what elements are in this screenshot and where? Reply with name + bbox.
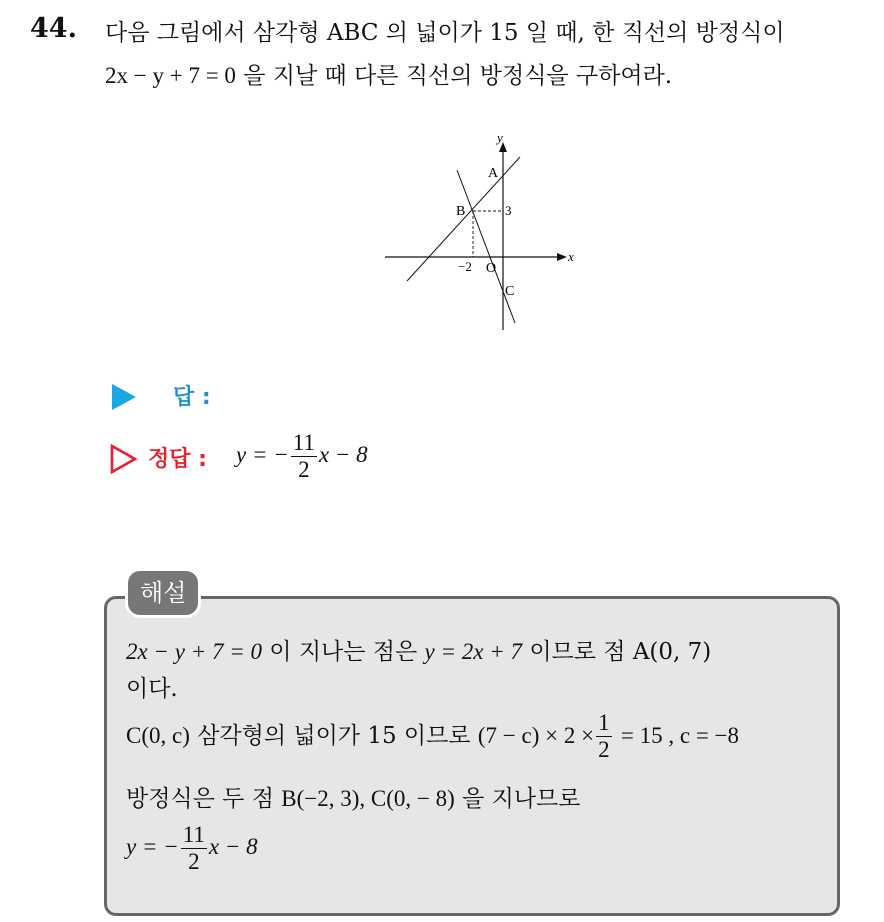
solution-line5-fraction [181,822,207,876]
graph-svg [380,130,580,335]
point-b-label: B [456,204,466,219]
solution-line4 [126,780,580,813]
solution-line3-fraction [596,710,612,764]
point-c-label: C [505,284,515,299]
play-icon [112,384,136,410]
solution-line5-frac-den: 2 [188,849,200,875]
given-line-equation: 2x − y + 7 = 0 [105,63,236,88]
question-text-line2-rest: 을 지날 때 다른 직선의 방정식을 구하여라. [243,63,673,89]
y-axis-label: y [497,130,503,145]
solution-line3-result: = 15 , c = −8 [620,722,740,748]
solution-line3-text: 삼각형의 넓이가 15 이므로 [197,722,471,749]
question-text-line2 [105,57,672,90]
correct-answer-row [108,430,508,494]
solution-line4-points: B(−2, 3), C(0, − 8) [281,786,455,811]
solution-line3-frac-den: 2 [598,737,610,763]
solution-line3-frac-num: 1 [596,710,612,737]
correct-eq-fraction [291,430,317,484]
correct-eq-frac-den: 2 [298,457,310,483]
correct-eq-prefix: y = − [236,442,289,468]
solution-line1-eq2: y = 2x + 7 [424,639,523,664]
coordinate-figure [380,130,580,335]
solution-line4-text2: 을 지나므로 [462,786,581,812]
question-number: 44. [30,13,77,44]
outline-play-icon [110,444,138,474]
correct-eq-frac-num: 11 [291,430,317,457]
solution-line4-text: 방정식은 두 점 [126,786,274,812]
solution-line1-text: 이 지나는 점은 [269,639,418,665]
solution-line1-point: 이므로 점 A(0, 7) [529,639,712,665]
correct-answer-label: 정답 : [148,447,207,472]
solution-line2: 이다. [126,676,178,702]
question-text-line1: 다음 그림에서 삼각형 ABC 의 넓이가 15 일 때, 한 직선의 방정식이 [105,20,785,46]
solution-line5 [126,822,258,876]
tick-label-neg2: −2 [458,259,472,274]
x-axis-label: x [568,249,574,264]
solution-line3 [126,710,739,764]
solution-line3-point-c: C(0, c) [126,722,190,748]
solution-line5-frac-num: 11 [181,822,207,849]
solution-line1-eq: 2x − y + 7 = 0 [126,639,262,664]
answer-label: 답 : [173,385,211,410]
correct-answer-equation [236,430,368,484]
point-a-label: A [488,166,499,181]
origin-label: O [486,261,497,276]
solution-line5-prefix: y = − [126,834,179,860]
solution-line1 [126,633,711,666]
tick-label-3: 3 [505,203,512,218]
solution-tag: 해설 [128,571,198,615]
solution-line3-expr: (7 − c) × 2 × [477,722,595,748]
solution-line5-suffix: x − 8 [208,834,258,860]
x-axis-arrow [557,253,567,261]
line-bc [457,170,515,323]
correct-eq-suffix: x − 8 [318,442,368,468]
